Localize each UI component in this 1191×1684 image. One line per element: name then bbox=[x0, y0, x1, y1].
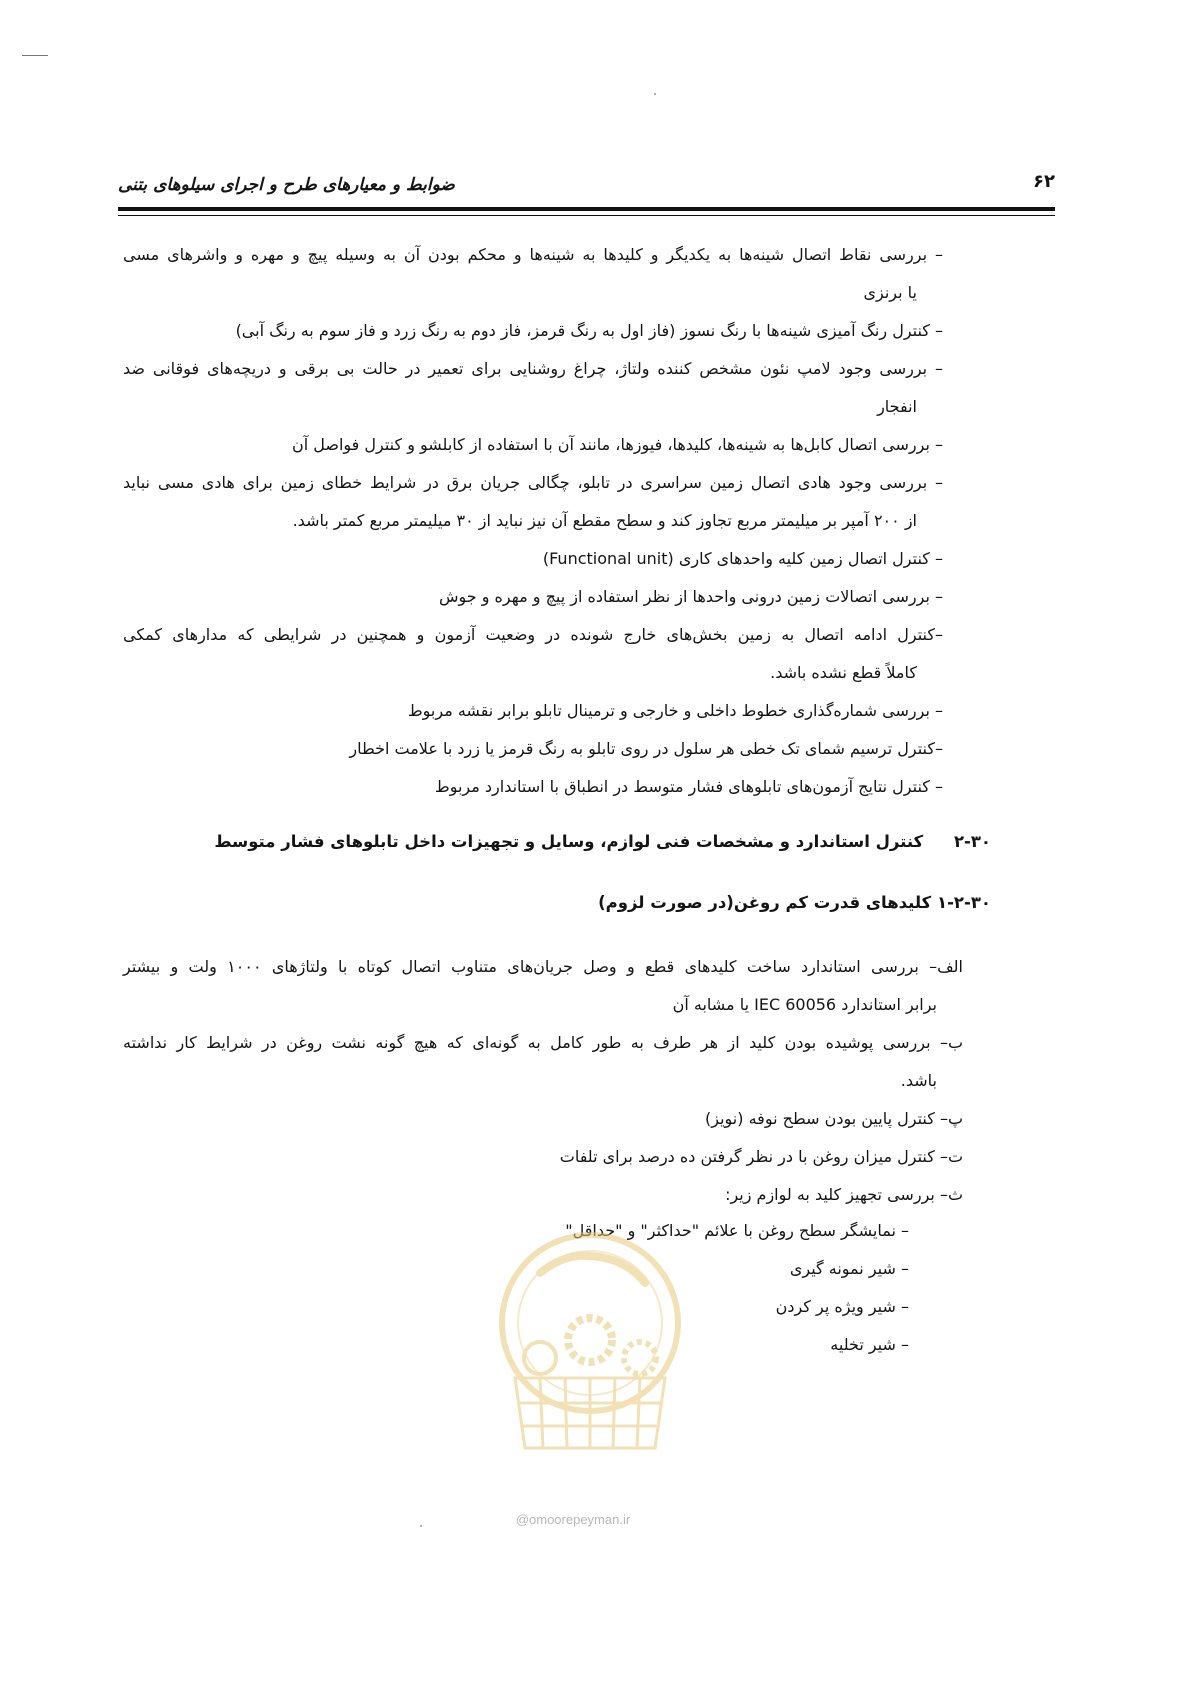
bullet-list bbox=[123, 236, 943, 806]
bullet-item: – بررسی اتصالات زمین درونی واحدها از نظر استفاده از پیچ و مهره و جوش bbox=[438, 587, 943, 606]
bullet-item: – کنترل رنگ آمیزی شینه‌ها با رنگ نسوز (فاز اول به رنگ قرمز، فاز دوم به رنگ زرد و فاز سوم به رنگ آبی) bbox=[235, 321, 943, 340]
section-title: کنترل استاندارد و مشخصات فنی لوازم، وسایل و تجهیزات داخل تابلوهای فشار متوسط bbox=[214, 832, 924, 851]
bullet-continuation: انفجار bbox=[877, 397, 917, 416]
lettered-item bbox=[123, 1024, 963, 1062]
header-rule-thin bbox=[118, 215, 1055, 216]
bullet-continuation: از ۲۰۰ آمپر بر میلیمتر مربع تجاوز کند و سطح مقطع آن نیز نباید از ۳۰ میلیمتر مربع کمتر باشد. bbox=[292, 511, 917, 530]
bullet-item: – کنترل نتایج آزمون‌های تابلوهای فشار متوسط در انطباق با استاندارد مربوط bbox=[434, 777, 943, 796]
watermark-logo bbox=[485, 1228, 695, 1488]
bullet-item: –کنترل ترسیم شمای تک خطی هر سلول در روی تابلو به رنگ قرمز یا زرد با علامت اخطار bbox=[349, 739, 943, 758]
bullet-item: – بررسی وجود لامپ نئون مشخص کننده ولتاژ، چراغ روشنایی برای تعمیر در حالت بی برقی و دریچه‌های فوقانی ضد bbox=[123, 359, 943, 378]
item-text: بررسی استاندارد ساخت کلیدهای قطع و وصل جریان‌های متناوب اتصال کوتاه با ولتاژهای ۱۰۰۰ ولت و بیشتر bbox=[123, 957, 919, 976]
bullet-item: – کنترل اتصال زمین کلیه واحدهای کاری (Functional unit) bbox=[542, 549, 943, 568]
item-letter: ب– bbox=[939, 1033, 964, 1052]
item-continuation: باشد. bbox=[900, 1071, 937, 1090]
bullet-continuation: کاملاً قطع نشده باشد. bbox=[770, 663, 917, 682]
watermark-text: @omoorepeyman.ir bbox=[515, 1512, 631, 1527]
subsection-heading bbox=[123, 893, 991, 912]
lettered-list bbox=[123, 948, 963, 1214]
subsection-number: ۱-۲-۳۰ bbox=[937, 893, 991, 912]
item-continuation: برابر استاندارد IEC 60056 یا مشابه آن bbox=[672, 995, 937, 1014]
item-text: کنترل پایین بودن سطح نوفه (نویز) bbox=[705, 1109, 935, 1128]
sublist-item: – شیر تخلیه bbox=[830, 1335, 909, 1354]
sublist-item: – شیر ویژه پر کردن bbox=[775, 1297, 909, 1316]
bullet-continuation: یا برنزی bbox=[863, 283, 917, 302]
item-text: کنترل میزان روغن با در نظر گرفتن ده درصد برای تلفات bbox=[559, 1147, 935, 1166]
item-letter: ث– bbox=[939, 1185, 963, 1204]
header-rule-thick bbox=[118, 207, 1055, 211]
sublist-item: – شیر نمونه گیری bbox=[789, 1259, 909, 1278]
scan-speck bbox=[654, 93, 656, 95]
item-text: بررسی تجهیز کلید به لوازم زیر: bbox=[725, 1185, 935, 1204]
bullet-item: – بررسی نقاط اتصال شینه‌ها به یکدیگر و کلیدها به شینه‌ها و محکم بودن آن به وسیله پیچ و مهره و واشرهای مسی bbox=[123, 245, 943, 264]
running-title: ضوابط و معیارهای طرح و اجرای سیلوهای بتنی bbox=[118, 175, 455, 195]
margin-mark bbox=[22, 55, 48, 56]
section-number: ۲-۳۰ bbox=[953, 832, 991, 851]
bullet-item: – بررسی شماره‌گذاری خطوط داخلی و خارجی و ترمینال تابلو برابر نقشه مربوط bbox=[407, 701, 943, 720]
bullet-item: – بررسی اتصال کابل‌ها به شینه‌ها، کلیدها، فیوزها، مانند آن با استفاده از کابلشو و کنترل فواصل آن bbox=[291, 435, 943, 454]
bullet-item: – بررسی وجود هادی اتصال زمین سراسری در تابلو، چگالی جریان برق در شرایط خطای زمین برای هادی مسی نباید bbox=[123, 473, 943, 492]
item-letter: پ– bbox=[939, 1109, 963, 1128]
lettered-item bbox=[123, 1138, 963, 1176]
page-number: ۶۲ bbox=[1033, 171, 1055, 192]
item-text: بررسی پوشیده بودن کلید از هر طرف به طور کامل به گونه‌ای که هیچ گونه نشت روغن در شرایط کار نداشته bbox=[123, 1033, 931, 1052]
lettered-item bbox=[123, 1176, 963, 1214]
item-letter: ت– bbox=[939, 1147, 963, 1166]
scan-speck bbox=[420, 1525, 422, 1527]
sublist-item: – نمایشگر سطح روغن با علائم "حداکثر" و "حداقل" bbox=[565, 1221, 909, 1240]
subsection-title: کلیدهای قدرت کم روغن(در صورت لزوم) bbox=[598, 893, 932, 912]
item-letter: الف– bbox=[929, 957, 963, 976]
lettered-item bbox=[123, 1100, 963, 1138]
lettered-item bbox=[123, 948, 963, 986]
bullet-item: –کنترل ادامه اتصال به زمین بخش‌های خارج شونده در وضعیت آزمون و همچنین در شرایطی که مدارهای کمکی bbox=[123, 625, 943, 644]
section-heading bbox=[123, 832, 991, 851]
page-header bbox=[118, 165, 1055, 225]
